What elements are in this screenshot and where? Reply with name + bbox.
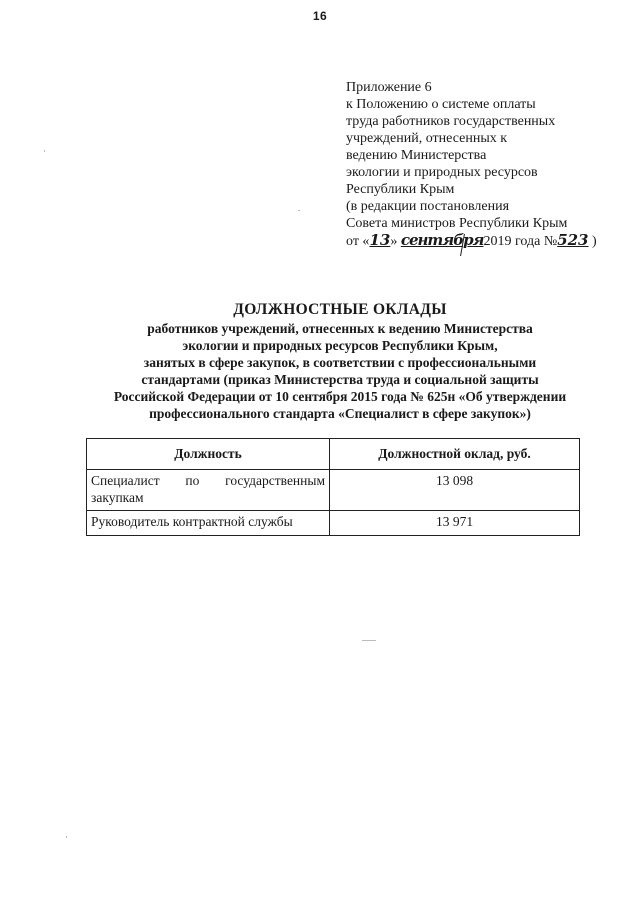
date-suffix: ) xyxy=(592,234,597,249)
cell-position: Руководитель контрактной службы xyxy=(87,511,330,536)
table-row xyxy=(87,470,580,511)
handwritten-month: сентября xyxy=(400,231,484,249)
scan-speck xyxy=(298,210,300,211)
title-line: стандартами (приказ Министерства труда и социальной защиты xyxy=(141,372,539,387)
appendix-line: Республики Крым xyxy=(346,182,455,197)
document-title-block xyxy=(60,300,620,422)
cell-salary: 13 971 xyxy=(330,511,580,536)
appendix-line: к Положению о системе оплаты xyxy=(346,97,536,112)
date-mid: » xyxy=(390,234,398,249)
page-number: 16 xyxy=(312,9,328,23)
appendix-line: учреждений, отнесенных к xyxy=(346,131,508,146)
appendix-line: экологии и природных ресурсов xyxy=(346,165,538,180)
header-salary: Должностной оклад, руб. xyxy=(330,439,580,470)
date-prefix: от « xyxy=(346,234,370,249)
title-line: работников учреждений, отнесенных к ведению Министерства xyxy=(147,321,533,336)
title-line: занятых в сфере закупок, в соответствии с профессиональными xyxy=(143,355,537,370)
appendix-line: (в редакции постановления xyxy=(346,199,510,214)
appendix-line: ведению Министерства xyxy=(346,148,487,163)
appendix-line: труда работников государственных xyxy=(346,114,556,129)
cell-salary: 13 098 xyxy=(330,470,580,511)
table-row xyxy=(87,511,580,536)
title-line: экологии и природных ресурсов Республики Крым, xyxy=(182,338,498,353)
scan-speck xyxy=(44,150,45,152)
header-position: Должность xyxy=(87,439,330,470)
cell-position: Специалист по государственным закупкам xyxy=(87,470,330,511)
document-title: ДОЛЖНОСТНЫЕ ОКЛАДЫ xyxy=(233,301,447,318)
scan-speck xyxy=(362,640,376,641)
salary-table xyxy=(86,438,580,536)
table-header-row xyxy=(87,439,580,470)
scan-speck xyxy=(66,836,67,838)
appendix-line: Совета министров Республики Крым xyxy=(346,216,568,231)
date-year: 2019 года № xyxy=(483,234,558,249)
appendix-line: Приложение 6 xyxy=(346,80,432,95)
handwritten-day: 13 xyxy=(369,231,391,249)
resolution-date-line xyxy=(346,232,616,250)
title-line: профессионального стандарта «Специалист в сфере закупок») xyxy=(149,406,531,421)
handwritten-number: 523 xyxy=(557,231,589,249)
appendix-header xyxy=(346,79,616,250)
title-line: Российской Федерации от 10 сентября 2015 года № 625н «Об утверждении xyxy=(113,389,567,404)
